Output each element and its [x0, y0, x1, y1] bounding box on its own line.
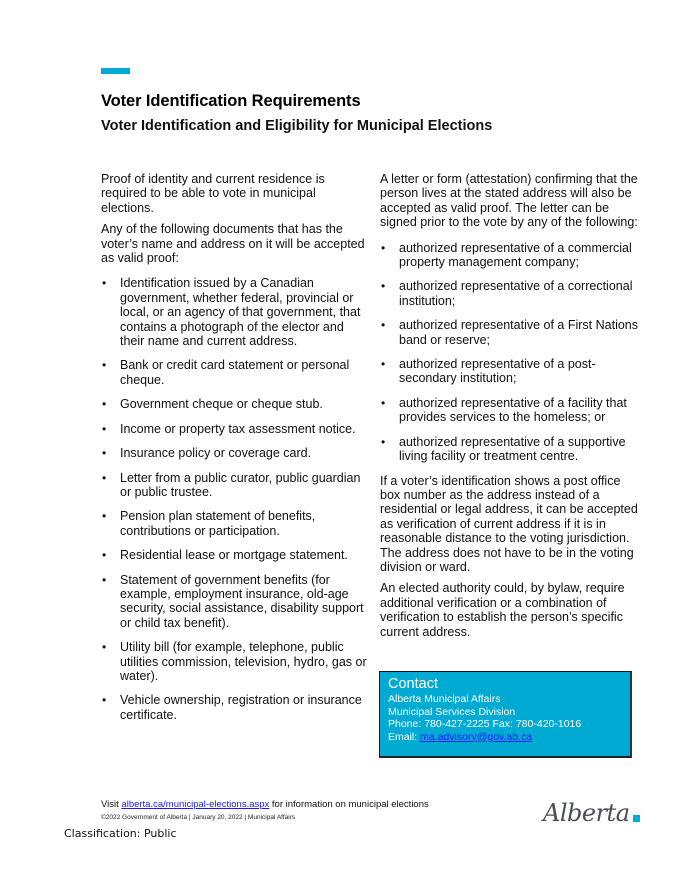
- po-box-paragraph: If a voter’s identification shows a post office box number as the address instead of a residential or legal address, it can be accepted as verification of current address if it is in reasonable distance to the voting jurisdiction. The address does not have to be in the voting division or ward.: [380, 473, 638, 574]
- footer-visit-line: Visit alberta.ca/municipal-elections.aspx for information on municipal elections: [101, 799, 429, 810]
- list-item: • Bank or credit card statement or personal cheque.: [102, 358, 350, 387]
- bullet-icon: •: [381, 318, 386, 333]
- bullet-icon: •: [102, 640, 107, 655]
- contact-email-line: Email: ma.advisory@gov.ab.ca: [388, 730, 533, 743]
- bullet-icon: •: [102, 358, 107, 373]
- bullet-icon: •: [102, 693, 107, 708]
- bullet-icon: •: [102, 509, 107, 524]
- alberta-logo-square-icon: [633, 815, 640, 822]
- list-item: • Vehicle ownership, registration or insurance certificate.: [102, 693, 362, 722]
- list-item: • Insurance policy or coverage card.: [102, 446, 312, 461]
- bullet-icon: •: [381, 357, 386, 372]
- bullet-icon: •: [102, 548, 107, 563]
- bullet-icon: •: [381, 395, 386, 410]
- bullet-icon: •: [102, 397, 107, 412]
- list-item: • authorized representative of a supportive living facility or treatment centre.: [381, 434, 626, 464]
- page-title: Voter Identification Requirements: [101, 92, 361, 110]
- list-item: • Residential lease or mortgage statement.: [102, 548, 348, 563]
- contact-title: Contact: [388, 676, 438, 692]
- footer-copyright: ©2022 Government of Alberta | January 20, 2022 | Municipal Affairs: [101, 814, 296, 821]
- documents-intro-paragraph: Any of the following documents that has the voter’s name and address on it will be accepted as valid proof:: [101, 222, 365, 266]
- list-item: • authorized representative of a facility that provides services to the homeless; or: [381, 395, 627, 425]
- contact-box: [379, 671, 632, 758]
- signers-list: [380, 241, 642, 464]
- municipal-elections-link[interactable]: alberta.ca/municipal-elections.aspx: [121, 799, 270, 810]
- bullet-icon: •: [102, 572, 107, 587]
- documents-list: [101, 276, 371, 722]
- intro-paragraph: Proof of identity and current residence is required to be able to vote in municipal elections.: [101, 172, 325, 215]
- alberta-logo: [543, 799, 643, 831]
- bylaw-paragraph: An elected authority could, by bylaw, require additional verification or a combination of verification to establish the person’s specific current address.: [380, 581, 625, 639]
- contact-email-link[interactable]: ma.advisory@gov.ab.ca: [420, 730, 533, 743]
- list-item: • Utility bill (for example, telephone, public utilities commission, television, hydro, gas or water).: [102, 640, 367, 683]
- accent-bar: [101, 68, 130, 74]
- list-item: • Government cheque or cheque stub.: [102, 397, 323, 412]
- list-item: • Statement of government benefits (for example, employment insurance, old-age security, social assistance, disability support or child tax benefit).: [102, 572, 364, 630]
- left-column: [101, 172, 371, 732]
- alberta-logo-text: Alberta: [543, 799, 630, 827]
- bullet-icon: •: [102, 421, 107, 436]
- list-item: • Income or property tax assessment notice.: [102, 421, 356, 436]
- list-item: • Identification issued by a Canadian government, whether federal, provincial or local, or an agency of that government, that contains a photograph of the elector and their name and current address.: [102, 276, 361, 349]
- bullet-icon: •: [102, 276, 107, 291]
- bullet-icon: •: [102, 470, 107, 485]
- bullet-icon: •: [381, 240, 386, 255]
- attestation-paragraph: A letter or form (attestation) confirming that the person lives at the stated address will also be accepted as valid proof. The letter can be signed prior to the vote by any of the following:: [380, 172, 638, 230]
- right-column: [380, 172, 642, 646]
- classification-label: Classification: Public: [64, 827, 177, 840]
- bullet-icon: •: [102, 446, 107, 461]
- list-item: • Pension plan statement of benefits, contributions or participation.: [102, 509, 316, 538]
- page-subtitle: Voter Identification and Eligibility for Municipal Elections: [101, 118, 493, 134]
- list-item: • authorized representative of a correctional institution;: [381, 279, 633, 308]
- list-item: • authorized representative of a post-secondary institution;: [381, 357, 596, 386]
- bullet-icon: •: [381, 434, 386, 449]
- list-item: • authorized representative of a commercial property management company;: [381, 240, 632, 270]
- contact-phone-fax: Phone: 780-427-2225 Fax: 780-420-1016: [388, 718, 582, 730]
- list-item: • Letter from a public curator, public guardian or public trustee.: [102, 470, 361, 499]
- list-item: • authorized representative of a First Nations band or reserve;: [381, 318, 639, 347]
- contact-division: Municipal Services Division: [388, 705, 516, 718]
- contact-organization: Alberta Municipal Affairs: [388, 693, 501, 705]
- bullet-icon: •: [381, 279, 386, 294]
